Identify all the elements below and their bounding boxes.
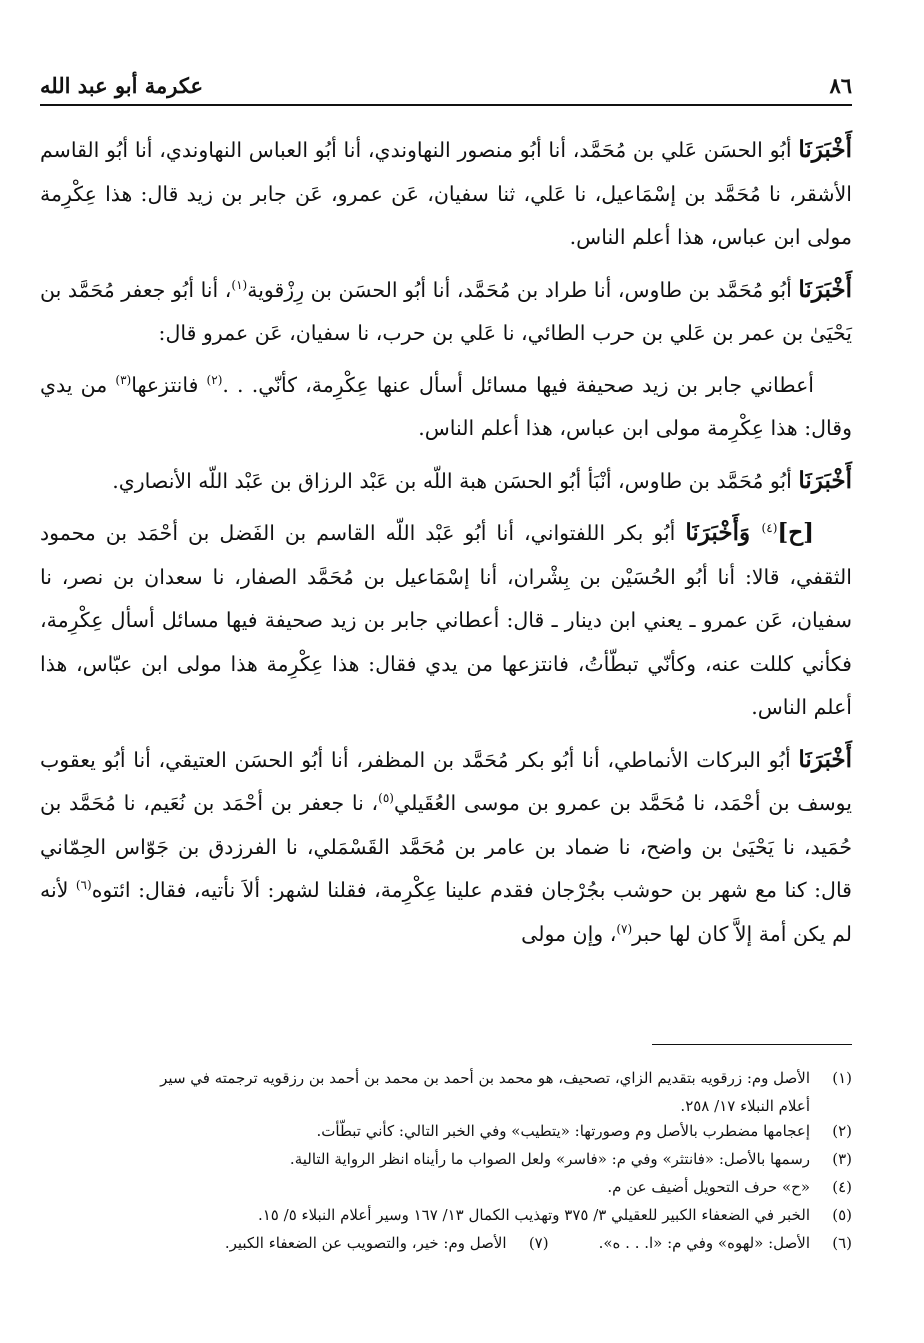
footnote-divider <box>652 1044 852 1045</box>
paragraph-text: ، وإن مولى <box>521 921 617 946</box>
footnote-number: (١) <box>832 1069 852 1087</box>
paragraph-3 <box>40 364 852 451</box>
paragraph-text: أبُو بكر اللفتواني، أنا أبُو عَبْد اللّه القاسم بن الفَضل بن أحْمَد بن محمود الثقفي، قالا: أنا أبُو الحُسَيْن بن بِشْران، أنا إسْمَاعيل بن مُحَمَّد الصفار، نا سعدان بن نصر، نا سفيان، عَن عمرو ـ يعني ابن دينار ـ قال: أعطاني جابر بن زيد صحيفة فيها مسائل أسأل عِكْرِمة، فكأني كللت عنه، وكأنّي تبطّأتُ، فانتزعها من يدي فقال: هذا عِكْرِمة هذا مولى ابن عبّاس، هذا أعلم الناس. <box>40 521 852 719</box>
page-number: ٨٦ <box>829 73 852 98</box>
footnote-number: (٦) <box>832 1234 852 1252</box>
footnote-text: الأصل: «لهوه» وفي م: «ا. . . ه». <box>598 1234 810 1252</box>
akhbarana-keyword: أَخْبَرَنَا <box>798 275 853 303</box>
paragraph-text: فانتزعها <box>131 372 207 397</box>
footnote-ref[interactable]: (٥) <box>378 791 394 806</box>
footnote-ref[interactable]: (٣) <box>115 372 132 387</box>
page-header <box>40 68 852 106</box>
footnote-5 <box>40 1203 852 1228</box>
footnote-text: رسمها بالأصل: «فانتثر» وفي م: «فاسر» ولعل الصواب ما رأيناه انظر الرواية التالية. <box>289 1150 810 1168</box>
footnote-text: الأصل وم: خير، والتصويب عن الضعفاء الكبير. <box>224 1234 507 1252</box>
akhbarana-keyword: وَأَخْبَرَنَا <box>685 519 762 546</box>
footnote-4 <box>40 1175 852 1200</box>
paragraph-text: لأنه لم يكن أمة إلاَّ كان لها حبر <box>40 878 852 946</box>
footnote-text: الخبر في الضعفاء الكبير للعقيلي ٣/ ٣٧٥ وتهذيب الكمال ١٣/ ١٦٧ وسير أعلام النبلاء ٥/ ١٥. <box>257 1206 810 1224</box>
footnote-number: (٧) <box>528 1234 549 1252</box>
footnote-number: (٣) <box>832 1150 852 1168</box>
footnote-ref[interactable]: (٧) <box>616 921 633 936</box>
paragraph-text: أبُو مُحَمَّد بن طاوس، أنا طراد بن مُحَمَّد، أنا أبُو الحسَن بن رِزْقوية <box>247 277 792 302</box>
running-title: عكرمة أبو عبد الله <box>40 73 204 98</box>
footnote-number: (٥) <box>832 1206 852 1224</box>
footnotes <box>40 1066 852 1259</box>
paragraph-6 <box>40 738 852 957</box>
paragraph-text: أعطاني جابر بن زيد صحيفة فيها مسائل أسأل عنها عِكْرِمة، كأنّي. . . <box>222 372 814 397</box>
paragraph-text: أبُو البركات الأنماطي، أنا أبُو بكر مُحَمَّد بن المظفر، أنا أبُو الحسَن العتيقي، أنا أبُو يعقوب يوسف بن أحْمَد، نا مُحَمَّد بن عمرو بن موسى العُقَيلي <box>40 747 852 815</box>
paragraph-5 <box>40 511 852 730</box>
footnote-number: (٤) <box>832 1178 852 1196</box>
footnote-1-continuation: أعلام النبلاء ١٧/ ٢٥٨. <box>680 1097 810 1115</box>
footnote-text: إعجامها مضطرب بالأصل وم وصورتها: «يتطيب» وفي الخبر التالي: كأني تبطّأت. <box>316 1122 810 1140</box>
akhbarana-keyword: أَخْبَرَنَا <box>798 466 852 494</box>
paragraph-1 <box>40 128 852 260</box>
footnote-number: (٢) <box>832 1122 852 1140</box>
paragraph-text: ، أنا أبُو جعفر مُحَمَّد بن يَحْيَىٰ بن عمر بن عَلي بن حرب الطائي، نا عَلي بن حرب، نا سفيان، عَن عمرو قال: <box>40 277 852 345</box>
footnote-ref[interactable]: (٦) <box>75 878 92 893</box>
footnote-7 <box>225 1231 549 1256</box>
tahwil-marker: [ح] <box>777 519 814 546</box>
footnote-3 <box>40 1147 852 1172</box>
footnote-ref[interactable]: (٢) <box>206 372 223 387</box>
paragraph-text: أبُو مُحَمَّد بن طاوس، أنْبَأ أبُو الحسَن هبة اللّه بن عَبْد الرزاق بن عَبْد اللّه الأنصاري. <box>112 468 792 493</box>
footnote-6 <box>599 1231 852 1256</box>
paragraph-text: ، نا جعفر بن أحْمَد بن نُعَيم، نا مُحَمَّد بن حُمَيد، نا يَحْيَىٰ بن واضح، نا ضماد بن عامر بن مُحَمَّد القَسْمَلي، نا الفرزدق بن جَوّاس الحِمّاني قال: كنا مع شهر بن حوشب بجُرْجان فقدم علينا عِكْرِمة، فقلنا لشهر: ألاَ نأتيه، فقال: ائتوه <box>40 791 852 902</box>
footnote-ref[interactable]: (١) <box>231 277 248 292</box>
akhbarana-keyword: أَخْبَرَنَا <box>798 136 852 163</box>
footnotes-6-7-row <box>40 1231 852 1256</box>
footnote-2 <box>40 1119 852 1144</box>
paragraph-4 <box>40 459 852 504</box>
paragraph-2 <box>40 268 852 356</box>
paragraph-text: من يدي وقال: هذا عِكْرِمة مولى ابن عباس، هذا أعلم الناس. <box>40 372 852 440</box>
paragraph-text: أبُو الحسَن عَلي بن مُحَمَّد، أنا أبُو منصور النهاوندي، أنا أبُو العباس النهاوندي، أنا أبُو القاسم الأشقر، نا مُحَمَّد بن إسْمَاعيل، نا عَلي، ثنا سفيان، عَن عمرو، عَن جابر بن زيد قال: هذا عِكْرِمة مولى ابن عباس، هذا أعلم الناس. <box>40 138 852 249</box>
footnote-text: الأصل وم: زرقويه بتقديم الزاي، تصحيف، هو محمد بن أحمد بن محمد بن أحمد بن رزقويه ترجمته في سير <box>160 1069 810 1087</box>
footnote-ref[interactable]: (٤) <box>761 521 778 536</box>
main-text <box>40 128 852 964</box>
footnote-1 <box>40 1066 852 1091</box>
akhbarana-keyword: أَخْبَرَنَا <box>798 745 852 773</box>
footnote-text: «ح» حرف التحويل أضيف عن م. <box>607 1178 810 1196</box>
